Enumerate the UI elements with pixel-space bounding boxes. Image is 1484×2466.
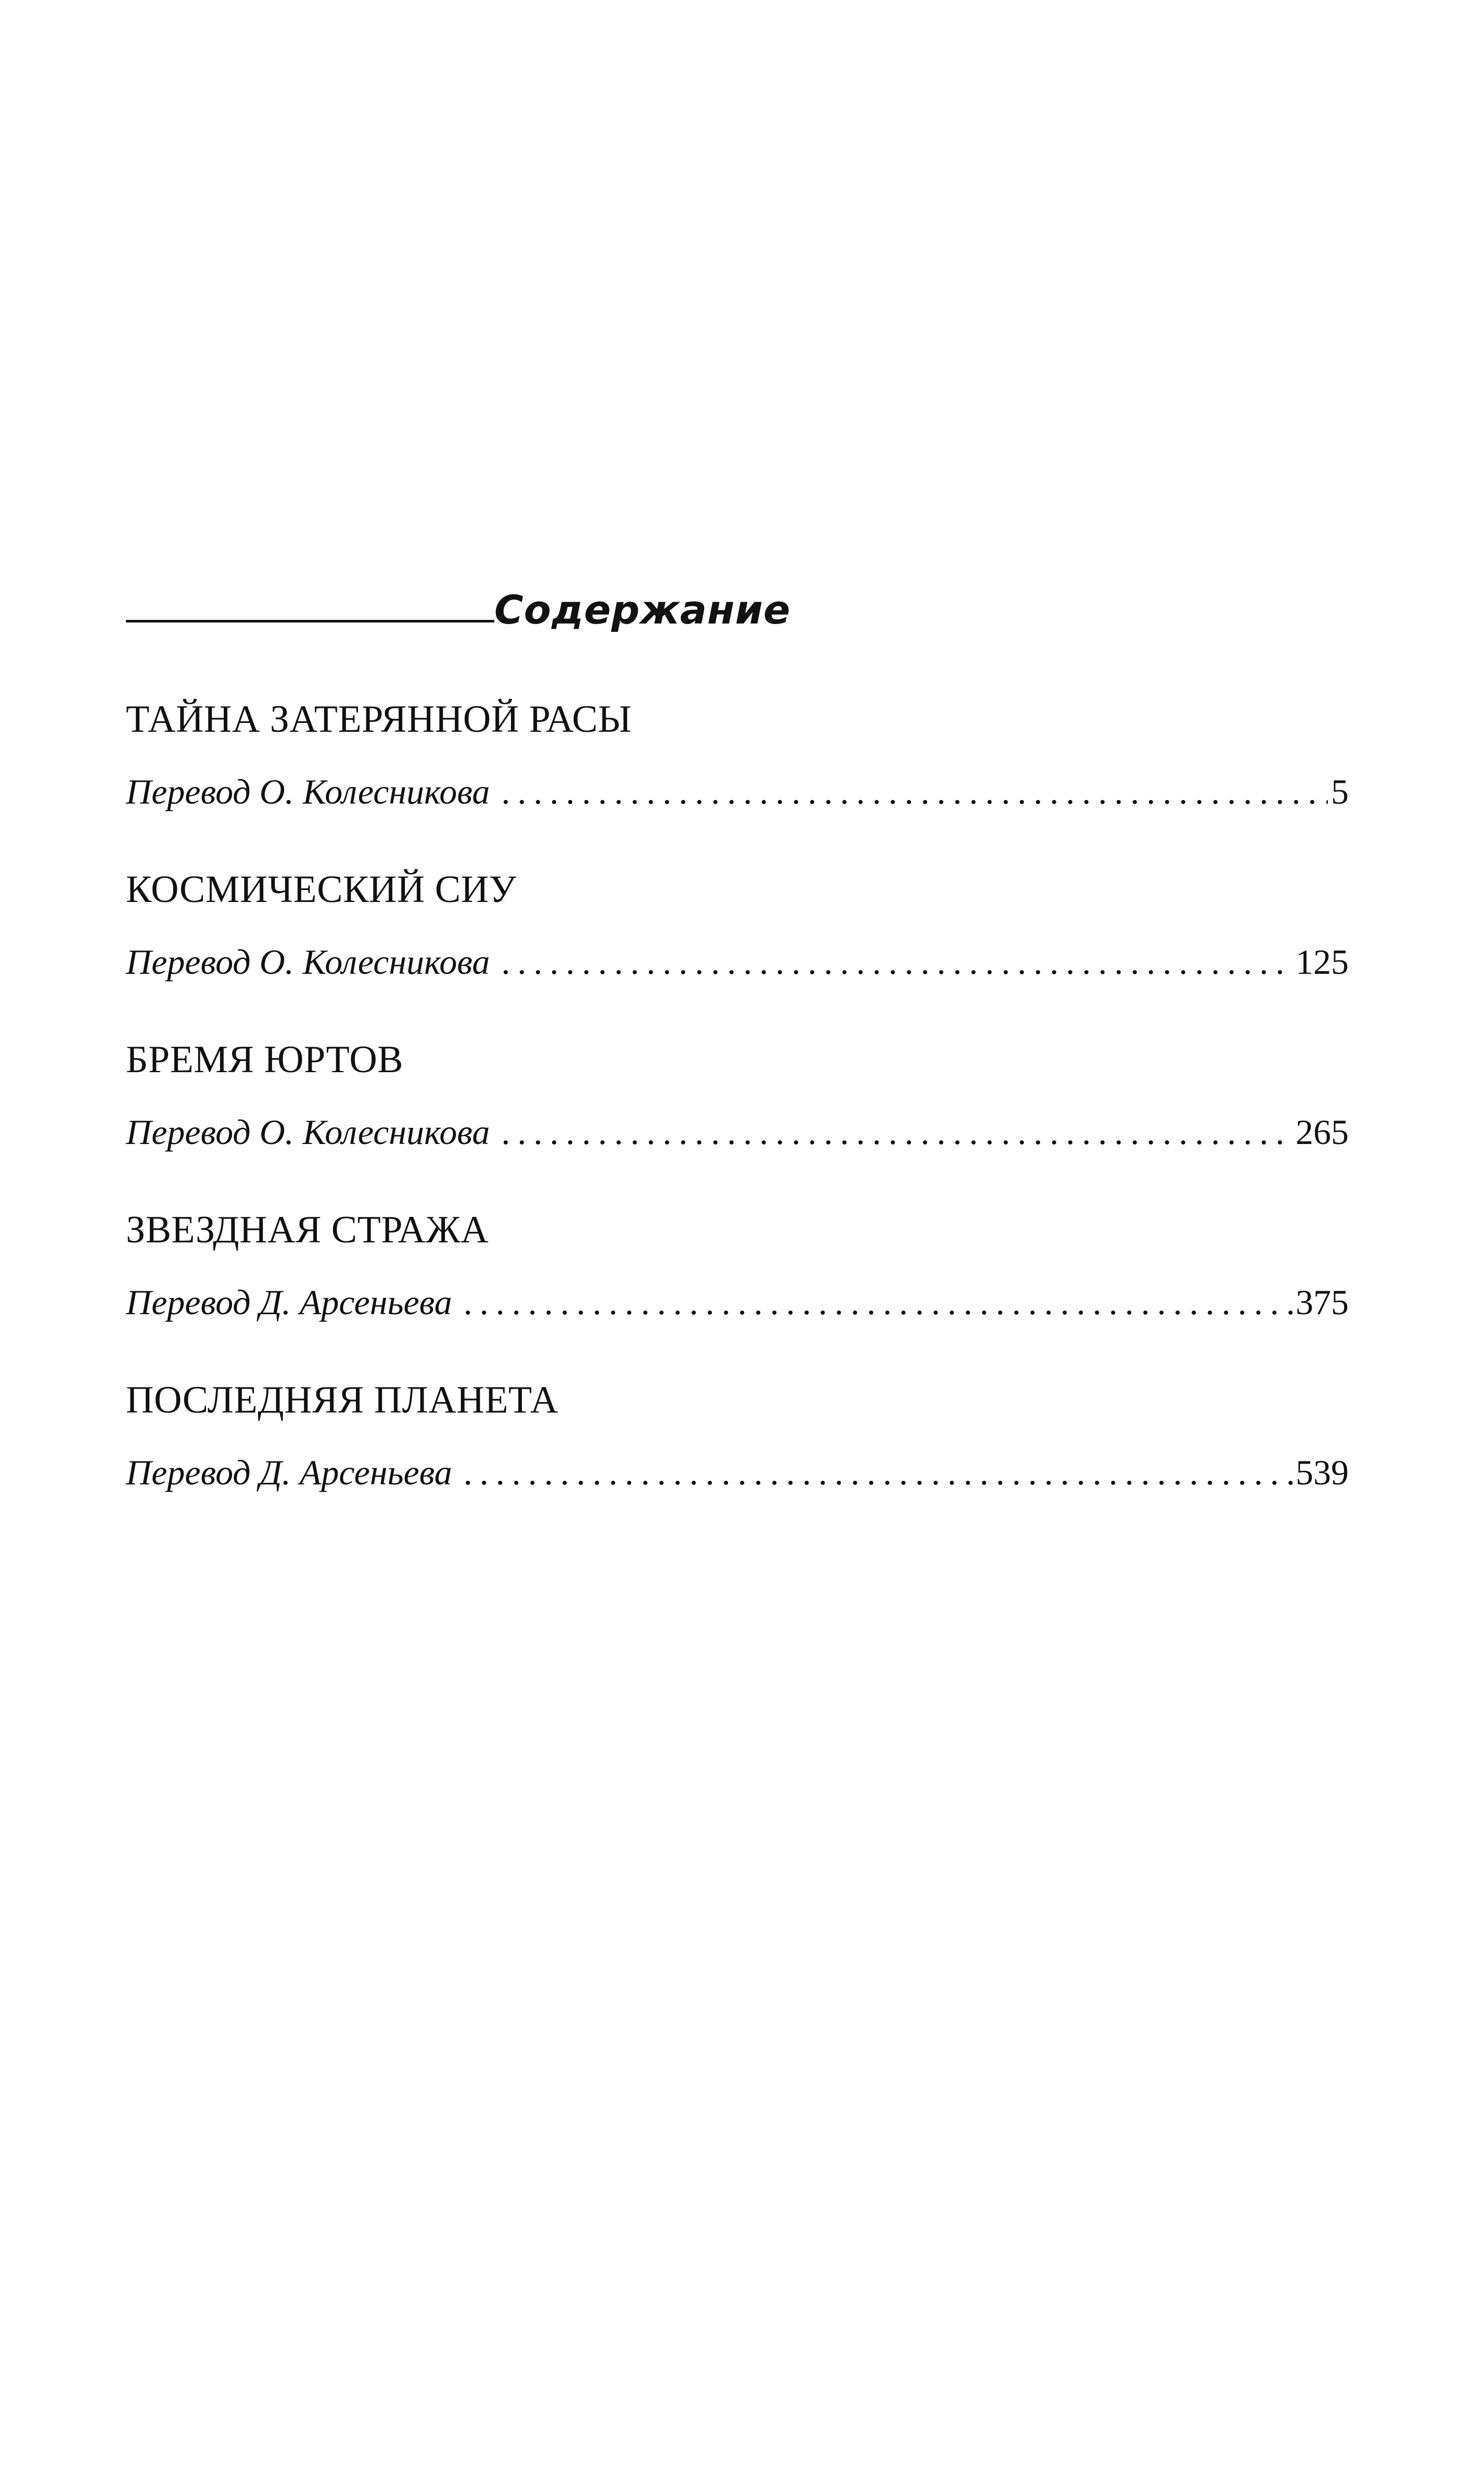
toc-heading: Содержание	[494, 587, 791, 633]
dot-leader	[501, 944, 1293, 980]
entry-title: КОСМИЧЕСКИЙ СИУ	[126, 868, 517, 911]
toc-entry	[126, 870, 1349, 1040]
entry-translator: Перевод О. Колесникова	[126, 772, 490, 811]
toc-entry	[126, 1040, 1349, 1211]
entry-title: БРЕМЯ ЮРТОВ	[126, 1038, 404, 1081]
entry-line	[126, 774, 1349, 809]
dot-leader	[464, 1285, 1293, 1320]
toc-entry	[126, 1381, 1349, 1551]
entry-page-number: 265	[1296, 1112, 1349, 1152]
toc-entry	[126, 700, 1349, 870]
entry-line	[126, 1282, 1349, 1322]
table-of-contents	[126, 578, 1349, 1551]
entry-page-number: 125	[1296, 942, 1349, 982]
entry-translator: Перевод Д. Арсеньева	[126, 1282, 452, 1322]
entry-line	[126, 1114, 1349, 1150]
entry-title: ТАЙНА ЗАТЕРЯННОЙ РАСЫ	[126, 698, 632, 741]
entry-title: ЗВЕЗДНАЯ СТРАЖА	[126, 1209, 489, 1251]
entry-line	[126, 944, 1349, 980]
entry-title: ПОСЛЕДНЯЯ ПЛАНЕТА	[126, 1379, 558, 1421]
heading-rule	[126, 620, 494, 622]
entry-page-number: 539	[1296, 1453, 1349, 1492]
entry-page-number: 375	[1296, 1282, 1349, 1322]
dot-leader	[501, 1114, 1293, 1150]
dot-leader	[464, 1455, 1293, 1490]
entry-translator: Перевод О. Колесникова	[126, 1112, 490, 1152]
toc-entries	[126, 700, 1349, 1551]
entry-translator: Перевод Д. Арсеньева	[126, 1453, 452, 1492]
dot-leader	[501, 774, 1328, 809]
entry-page-number: 5	[1331, 772, 1349, 811]
toc-entry	[126, 1211, 1349, 1381]
entry-line	[126, 1455, 1349, 1490]
entry-translator: Перевод О. Колесникова	[126, 942, 490, 982]
toc-heading-row	[126, 578, 1349, 633]
